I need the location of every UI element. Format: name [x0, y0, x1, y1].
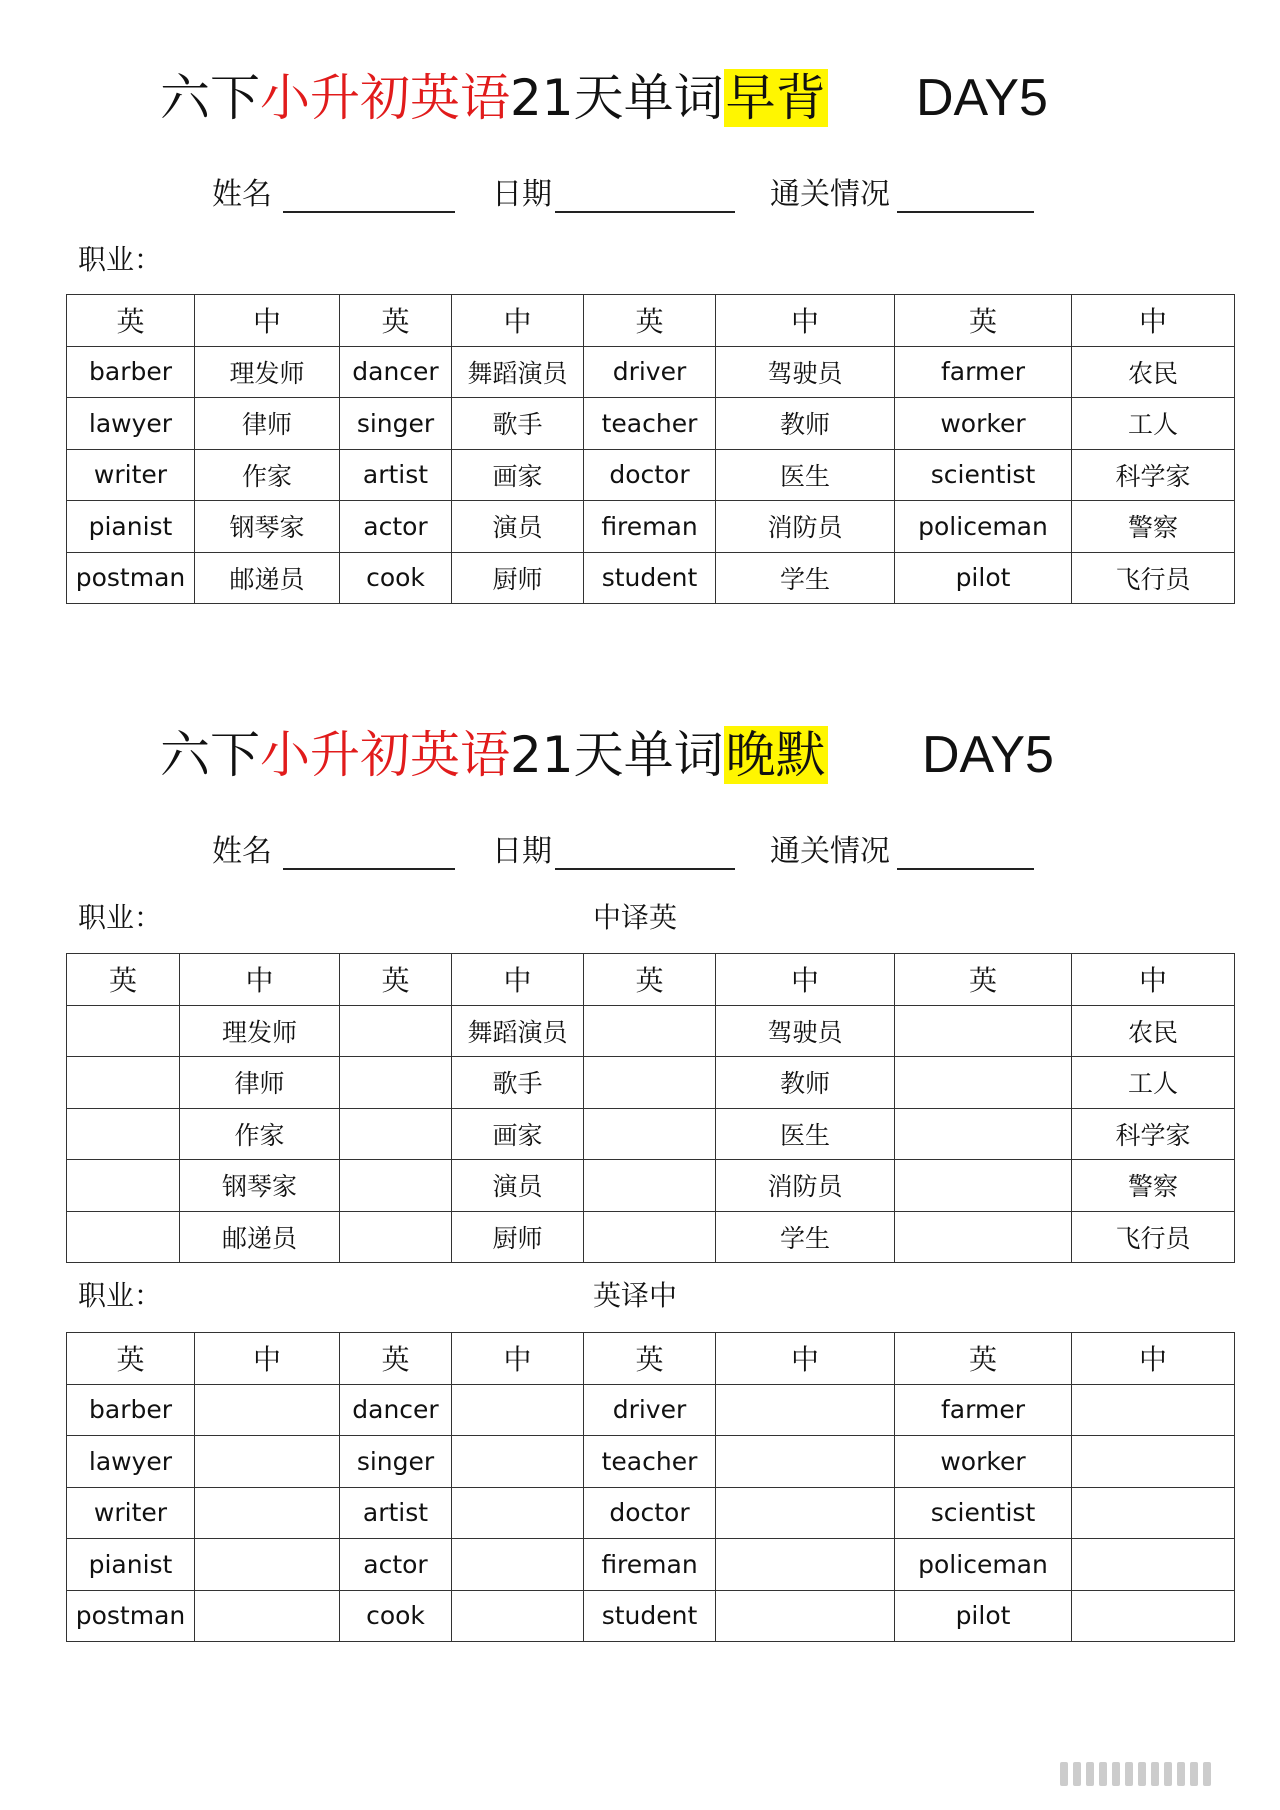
answer-cell[interactable] — [1072, 1590, 1235, 1642]
word-cell: 农民 — [1072, 1005, 1235, 1057]
answer-cell[interactable] — [452, 1436, 584, 1488]
header-cn: 中 — [716, 295, 895, 347]
word-cell: 农民 — [1072, 346, 1235, 398]
answer-cell[interactable] — [340, 1057, 452, 1109]
answer-cell[interactable] — [340, 1160, 452, 1212]
table-row — [67, 346, 1235, 398]
answer-cell[interactable] — [1072, 1384, 1235, 1436]
en-to-cn-category: 职业： — [78, 1279, 163, 1312]
word-cell: 钢琴家 — [195, 501, 340, 553]
name-blank[interactable] — [283, 868, 455, 870]
word-cell: 邮递员 — [180, 1211, 340, 1263]
title-highlight: 晚默 — [725, 726, 826, 784]
table-header-row — [67, 1333, 1235, 1385]
answer-cell[interactable] — [195, 1539, 340, 1591]
answer-cell[interactable] — [195, 1487, 340, 1539]
title-red-part: 小升初英语 — [260, 69, 510, 127]
status-blank[interactable] — [897, 211, 1034, 213]
table-row — [67, 449, 1235, 501]
answer-cell[interactable] — [716, 1590, 895, 1642]
word-cell: postman — [67, 1590, 195, 1642]
word-cell: pilot — [895, 552, 1072, 604]
answer-cell[interactable] — [340, 1211, 452, 1263]
morning-title — [160, 58, 1160, 138]
header-en: 英 — [67, 954, 180, 1006]
answer-cell[interactable] — [716, 1487, 895, 1539]
table-row — [67, 1108, 1235, 1160]
answer-cell[interactable] — [452, 1590, 584, 1642]
word-cell: 工人 — [1072, 1057, 1235, 1109]
date-blank[interactable] — [555, 868, 735, 870]
word-cell: worker — [895, 1436, 1072, 1488]
answer-cell[interactable] — [340, 1005, 452, 1057]
word-cell: barber — [67, 1384, 195, 1436]
morning-info-row — [0, 175, 1280, 215]
answer-cell[interactable] — [67, 1057, 180, 1109]
word-cell: 工人 — [1072, 398, 1235, 450]
word-cell: actor — [340, 501, 452, 553]
word-cell: fireman — [584, 501, 716, 553]
word-cell: driver — [584, 1384, 716, 1436]
word-cell: lawyer — [67, 1436, 195, 1488]
header-cn: 中 — [180, 954, 340, 1006]
word-cell: 演员 — [452, 1160, 584, 1212]
word-cell: 作家 — [180, 1108, 340, 1160]
morning-category: 职业： — [78, 243, 163, 276]
word-cell: 邮递员 — [195, 552, 340, 604]
table-row — [67, 552, 1235, 604]
header-cn: 中 — [452, 954, 584, 1006]
table-header-row — [67, 295, 1235, 347]
title-red-part: 小升初英语 — [260, 726, 510, 784]
header-cn: 中 — [452, 295, 584, 347]
status-label: 通关情况 — [770, 834, 890, 869]
word-cell: 飞行员 — [1072, 1211, 1235, 1263]
en-to-cn-subtitle: 英译中 — [593, 1279, 678, 1312]
table-row — [67, 1487, 1235, 1539]
word-cell: 厨师 — [452, 552, 584, 604]
answer-cell[interactable] — [1072, 1436, 1235, 1488]
answer-cell[interactable] — [895, 1211, 1072, 1263]
answer-cell[interactable] — [340, 1108, 452, 1160]
word-cell: 驾驶员 — [716, 346, 895, 398]
word-cell: 钢琴家 — [180, 1160, 340, 1212]
word-cell: 歌手 — [452, 1057, 584, 1109]
word-cell: 歌手 — [452, 398, 584, 450]
answer-cell[interactable] — [895, 1005, 1072, 1057]
date-label: 日期 — [492, 177, 552, 212]
word-cell: policeman — [895, 501, 1072, 553]
word-cell: 演员 — [452, 501, 584, 553]
answer-cell[interactable] — [716, 1384, 895, 1436]
word-cell: 律师 — [195, 398, 340, 450]
answer-cell[interactable] — [895, 1057, 1072, 1109]
answer-cell[interactable] — [452, 1539, 584, 1591]
word-cell: scientist — [895, 449, 1072, 501]
word-cell: fireman — [584, 1539, 716, 1591]
status-blank[interactable] — [897, 868, 1034, 870]
header-en: 英 — [340, 295, 452, 347]
word-cell: 驾驶员 — [716, 1005, 895, 1057]
word-cell: actor — [340, 1539, 452, 1591]
word-cell: 画家 — [452, 449, 584, 501]
word-cell: 医生 — [716, 449, 895, 501]
word-cell: pianist — [67, 501, 195, 553]
header-cn: 中 — [452, 1333, 584, 1385]
title-mid: 21天单词 — [510, 726, 724, 784]
table-row — [67, 501, 1235, 553]
header-en: 英 — [895, 295, 1072, 347]
answer-cell[interactable] — [67, 1160, 180, 1212]
table-row — [67, 1590, 1235, 1642]
answer-cell[interactable] — [452, 1487, 584, 1539]
word-cell: singer — [340, 398, 452, 450]
answer-cell[interactable] — [67, 1211, 180, 1263]
title-prefix: 六下 — [160, 726, 260, 784]
header-en: 英 — [67, 295, 195, 347]
word-cell: 警察 — [1072, 501, 1235, 553]
word-cell: doctor — [584, 449, 716, 501]
table-row — [67, 398, 1235, 450]
word-cell: 学生 — [716, 552, 895, 604]
word-cell: cook — [340, 552, 452, 604]
evening-title — [160, 715, 1160, 795]
word-cell: farmer — [895, 346, 1072, 398]
answer-cell[interactable] — [1072, 1539, 1235, 1591]
word-cell: postman — [67, 552, 195, 604]
header-en: 英 — [67, 1333, 195, 1385]
word-cell: 飞行员 — [1072, 552, 1235, 604]
word-cell: teacher — [584, 398, 716, 450]
table-row — [67, 1057, 1235, 1109]
table-row — [67, 1384, 1235, 1436]
name-label: 姓名 — [212, 834, 272, 869]
evening-info-row — [0, 832, 1280, 872]
name-blank[interactable] — [283, 211, 455, 213]
cn-to-en-category: 职业： — [78, 901, 163, 934]
answer-cell[interactable] — [67, 1108, 180, 1160]
word-cell: teacher — [584, 1436, 716, 1488]
header-cn: 中 — [1072, 954, 1235, 1006]
header-en: 英 — [340, 954, 452, 1006]
word-cell: 学生 — [716, 1211, 895, 1263]
word-cell: artist — [340, 1487, 452, 1539]
table-row — [67, 1539, 1235, 1591]
header-cn: 中 — [716, 954, 895, 1006]
table-header-row — [67, 954, 1235, 1006]
word-cell: cook — [340, 1590, 452, 1642]
day-label: DAY5 — [916, 69, 1048, 127]
answer-cell[interactable] — [195, 1590, 340, 1642]
word-cell: singer — [340, 1436, 452, 1488]
word-cell: dancer — [340, 1384, 452, 1436]
date-label: 日期 — [492, 834, 552, 869]
table-row — [67, 1211, 1235, 1263]
header-cn: 中 — [1072, 1333, 1235, 1385]
word-cell: 舞蹈演员 — [452, 346, 584, 398]
word-cell: driver — [584, 346, 716, 398]
word-cell: 科学家 — [1072, 449, 1235, 501]
header-en: 英 — [895, 1333, 1072, 1385]
page-indicator-icon — [1060, 1762, 1250, 1788]
header-cn: 中 — [716, 1333, 895, 1385]
word-cell: 作家 — [195, 449, 340, 501]
word-cell: 理发师 — [180, 1005, 340, 1057]
title-prefix: 六下 — [160, 69, 260, 127]
word-cell: student — [584, 552, 716, 604]
answer-cell[interactable] — [584, 1005, 716, 1057]
word-cell: 厨师 — [452, 1211, 584, 1263]
header-cn: 中 — [195, 295, 340, 347]
word-cell: 警察 — [1072, 1160, 1235, 1212]
word-cell: 医生 — [716, 1108, 895, 1160]
answer-cell[interactable] — [195, 1384, 340, 1436]
word-cell: artist — [340, 449, 452, 501]
title-mid: 21天单词 — [510, 69, 724, 127]
header-en: 英 — [895, 954, 1072, 1006]
table-row — [67, 1436, 1235, 1488]
word-cell: writer — [67, 449, 195, 501]
name-label: 姓名 — [212, 177, 272, 212]
word-cell: 教师 — [716, 398, 895, 450]
word-cell: 舞蹈演员 — [452, 1005, 584, 1057]
answer-cell[interactable] — [584, 1211, 716, 1263]
answer-cell[interactable] — [716, 1539, 895, 1591]
word-cell: pianist — [67, 1539, 195, 1591]
header-en: 英 — [584, 295, 716, 347]
answer-cell[interactable] — [584, 1057, 716, 1109]
status-label: 通关情况 — [770, 177, 890, 212]
answer-cell[interactable] — [584, 1108, 716, 1160]
answer-cell[interactable] — [895, 1108, 1072, 1160]
word-cell: 教师 — [716, 1057, 895, 1109]
word-cell: 理发师 — [195, 346, 340, 398]
header-cn: 中 — [195, 1333, 340, 1385]
word-cell: farmer — [895, 1384, 1072, 1436]
word-cell: lawyer — [67, 398, 195, 450]
table-row — [67, 1005, 1235, 1057]
answer-cell[interactable] — [1072, 1487, 1235, 1539]
word-cell: worker — [895, 398, 1072, 450]
header-en: 英 — [340, 1333, 452, 1385]
answer-cell[interactable] — [195, 1436, 340, 1488]
morning-word-table — [66, 294, 1235, 604]
answer-cell[interactable] — [716, 1436, 895, 1488]
cn-to-en-table — [66, 953, 1235, 1263]
table-row — [67, 1160, 1235, 1212]
word-cell: student — [584, 1590, 716, 1642]
word-cell: pilot — [895, 1590, 1072, 1642]
title-highlight: 早背 — [725, 69, 826, 127]
word-cell: barber — [67, 346, 195, 398]
word-cell: writer — [67, 1487, 195, 1539]
word-cell: dancer — [340, 346, 452, 398]
answer-cell[interactable] — [67, 1005, 180, 1057]
word-cell: scientist — [895, 1487, 1072, 1539]
word-cell: 画家 — [452, 1108, 584, 1160]
header-en: 英 — [584, 954, 716, 1006]
en-to-cn-table — [66, 1332, 1235, 1642]
word-cell: 科学家 — [1072, 1108, 1235, 1160]
day-label: DAY5 — [922, 726, 1054, 784]
word-cell: 律师 — [180, 1057, 340, 1109]
word-cell: policeman — [895, 1539, 1072, 1591]
answer-cell[interactable] — [452, 1384, 584, 1436]
word-cell: 消防员 — [716, 1160, 895, 1212]
word-cell: 消防员 — [716, 501, 895, 553]
header-cn: 中 — [1072, 295, 1235, 347]
cn-to-en-subtitle: 中译英 — [593, 901, 678, 934]
answer-cell[interactable] — [895, 1160, 1072, 1212]
header-en: 英 — [584, 1333, 716, 1385]
word-cell: doctor — [584, 1487, 716, 1539]
answer-cell[interactable] — [584, 1160, 716, 1212]
date-blank[interactable] — [555, 211, 735, 213]
